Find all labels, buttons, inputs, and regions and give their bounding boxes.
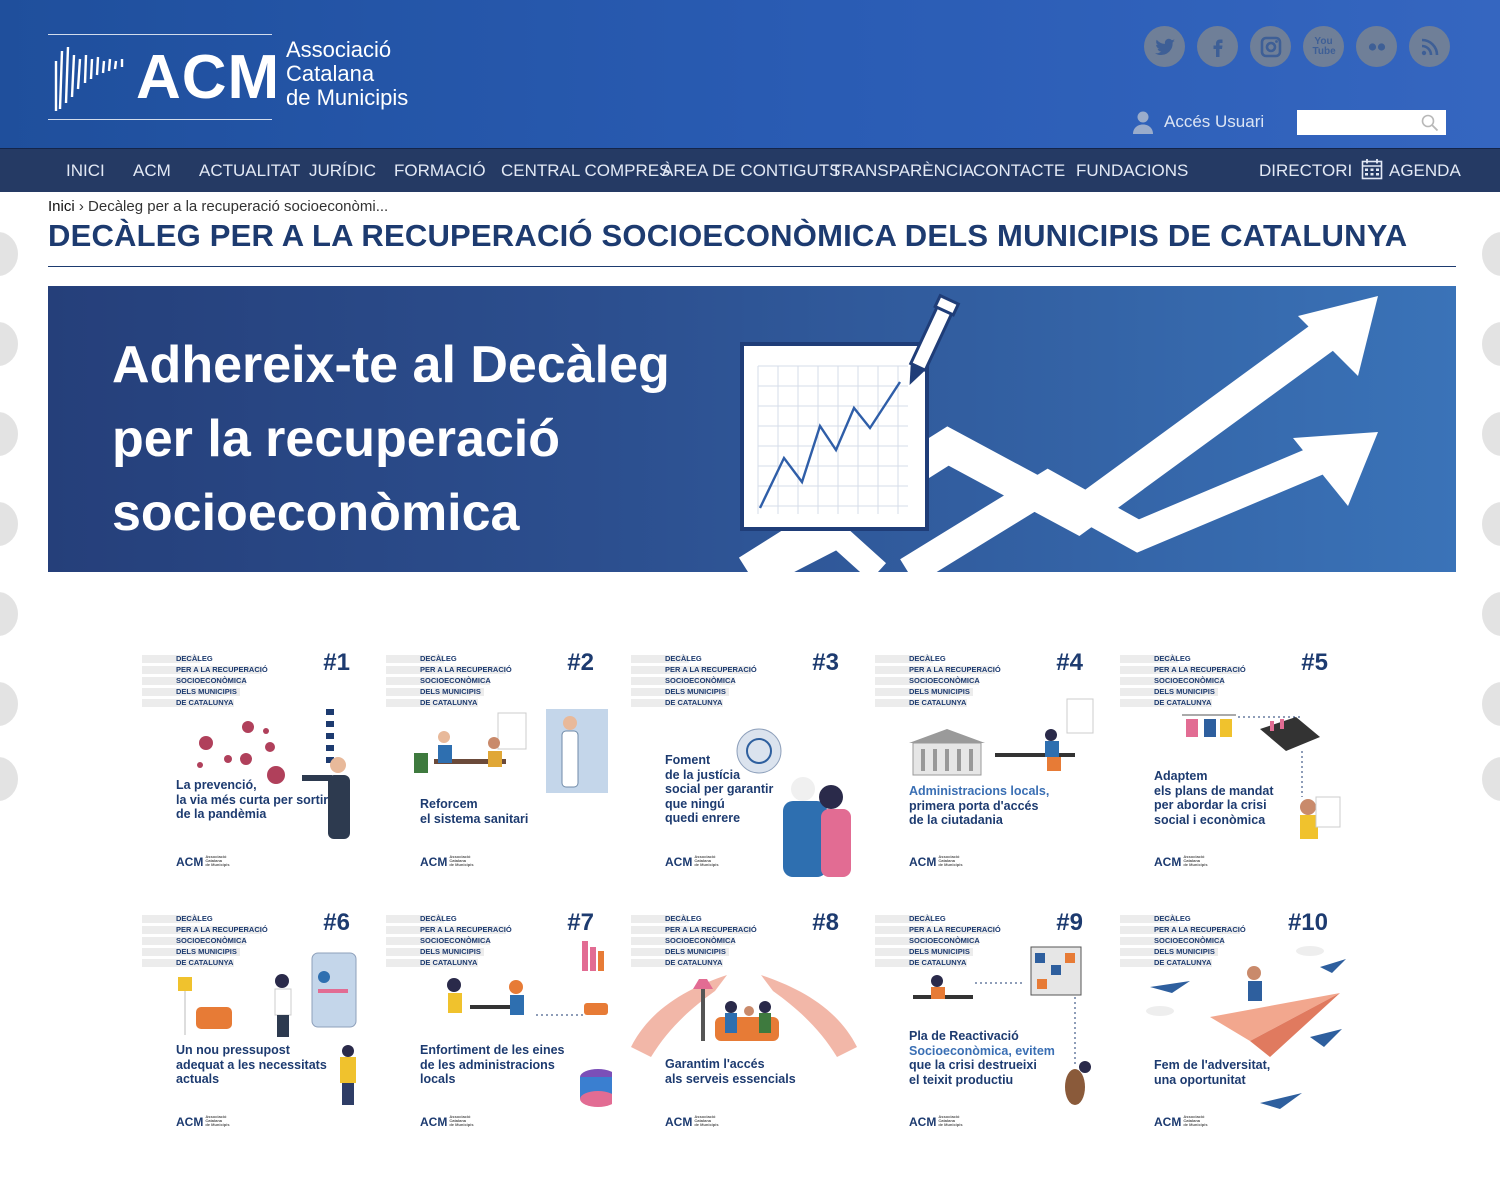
card-header-text: SOCIOECONÒMICA	[1154, 676, 1225, 685]
card-acm-logo	[909, 855, 963, 869]
card-header-text: DECÀLEG	[1154, 914, 1191, 923]
card-text: de Municipis	[938, 1122, 963, 1127]
card-text: el teixit productiu	[909, 1072, 1014, 1087]
card-text: Associació	[1183, 854, 1205, 859]
card-header-text: DECÀLEG	[176, 654, 213, 663]
health-system-illustration	[386, 647, 612, 877]
card-text: Associació	[449, 854, 471, 859]
card-header-text: SOCIOECONÒMICA	[665, 676, 736, 685]
main-content	[26, 192, 1474, 1177]
decaleg-card-2[interactable]	[386, 647, 612, 877]
nav-item-formacio[interactable]: FORMACIÓ	[394, 161, 486, 180]
card-header-text: SOCIOECONÒMICA	[909, 936, 980, 945]
card-acm-logo	[176, 855, 230, 869]
card-text: ACM	[909, 855, 937, 869]
card-text: ACM	[665, 855, 693, 869]
left-page-edge	[0, 192, 26, 1177]
card-header-text: DE CATALUNYA	[176, 698, 234, 707]
card-number: #2	[567, 649, 594, 676]
card-header-text: PER A LA RECUPERACIÓ	[176, 665, 268, 674]
card-header-text: DELS MUNICIPIS	[665, 947, 726, 956]
breadcrumb-separator: ›	[78, 198, 84, 215]
decaleg-card-5[interactable]	[1120, 647, 1346, 877]
nav-item-agenda-label: AGENDA	[1389, 161, 1461, 180]
card-text: Catalana	[938, 858, 956, 863]
card-text: Socioeconòmica, evitem	[909, 1043, 1055, 1058]
card-header-text: DE CATALUNYA	[420, 698, 478, 707]
card-header-text: DECÀLEG	[909, 654, 946, 663]
card-text: Garantim l'accés	[665, 1057, 765, 1071]
user-access-link[interactable]	[1132, 110, 1264, 134]
card-text: que ningú	[665, 796, 725, 811]
banner-line: socioeconòmica	[112, 484, 520, 542]
card-text: Foment	[665, 753, 711, 767]
card-header-text: DE CATALUNYA	[665, 698, 723, 707]
card-text: ACM	[909, 1115, 937, 1129]
card-text: ACM	[420, 855, 448, 869]
card-text: de Municipis	[1183, 862, 1208, 867]
card-acm-logo	[665, 1115, 719, 1129]
card-text: Catalana	[449, 1118, 467, 1123]
card-text	[1183, 855, 1207, 867]
hero-banner[interactable]	[48, 286, 1456, 572]
card-number: #9	[1056, 909, 1083, 936]
card-text	[694, 1115, 718, 1127]
main-navigation	[0, 148, 1500, 192]
page-title: DECÀLEG PER A LA RECUPERACIÓ SOCIOECONÒMICA DELS MUNICIPIS DE CATALUNYA	[48, 218, 1408, 253]
card-caption	[420, 797, 528, 826]
card-caption	[176, 778, 328, 822]
card-text	[694, 855, 718, 867]
card-text: Un nou pressupost	[176, 1043, 290, 1057]
card-header-text: SOCIOECONÒMICA	[176, 936, 247, 945]
social-links	[1144, 26, 1450, 67]
card-text: Fem de l'adversitat,	[1154, 1058, 1271, 1072]
card-number: #10	[1287, 909, 1328, 936]
card-header-text: DELS MUNICIPIS	[909, 947, 970, 956]
card-caption	[909, 1029, 1055, 1087]
card-text	[449, 1115, 473, 1127]
card-text: ACM	[176, 855, 204, 869]
nav-item-actualitat[interactable]: ACTUALITAT	[199, 161, 301, 180]
card-text: Catalana	[205, 1118, 223, 1123]
card-number: #7	[567, 909, 594, 936]
card-caption	[909, 784, 1049, 828]
card-acm-logo	[1154, 855, 1208, 869]
card-text: que la crisi destrueixi	[909, 1058, 1037, 1072]
card-header-text: DE CATALUNYA	[1154, 958, 1212, 967]
card-caption	[665, 1057, 796, 1086]
card-caption	[1154, 1058, 1270, 1087]
twitter-icon[interactable]	[1144, 26, 1185, 67]
card-text: Associació	[938, 1114, 960, 1119]
card-acm-logo	[420, 855, 474, 869]
banner-line: Adhereix-te al Decàleg	[112, 336, 670, 394]
card-text	[449, 855, 473, 867]
card-text	[1183, 1115, 1207, 1127]
nav-item-central-compres[interactable]: CENTRAL COMPRES	[501, 161, 671, 180]
card-acm-logo	[1154, 1115, 1208, 1129]
card-text	[205, 1115, 229, 1127]
card-number: #4	[1056, 649, 1083, 676]
town-hall-illustration	[875, 647, 1101, 877]
card-text: de Municipis	[938, 862, 963, 867]
facebook-icon[interactable]	[1197, 26, 1238, 67]
card-header-text: PER A LA RECUPERACIÓ	[1154, 665, 1246, 674]
card-header-text: DECÀLEG	[665, 654, 702, 663]
essential-services-illustration	[631, 907, 857, 1137]
nav-item-juridic[interactable]: JURÍDIC	[309, 161, 377, 180]
youtube-icon[interactable]	[1303, 26, 1344, 67]
card-header-text: PER A LA RECUPERACIÓ	[420, 925, 512, 934]
card-text: de Municipis	[694, 862, 719, 867]
card-text: una oportunitat	[1154, 1072, 1246, 1087]
card-header-text: DELS MUNICIPIS	[1154, 687, 1215, 696]
card-text: de Municipis	[449, 862, 474, 867]
card-text: de Municipis	[694, 1122, 719, 1127]
card-text: ACM	[176, 1115, 204, 1129]
card-text: Catalana	[1183, 858, 1201, 863]
card-header-text: PER A LA RECUPERACIÓ	[665, 925, 757, 934]
card-text: adequat a les necessitats	[176, 1057, 327, 1072]
card-text: Associació	[205, 1114, 227, 1119]
card-text: Catalana	[694, 858, 712, 863]
flickr-icon[interactable]	[1356, 26, 1397, 67]
card-caption	[176, 1043, 327, 1087]
card-caption	[420, 1043, 564, 1087]
card-header-text: DECÀLEG	[909, 914, 946, 923]
card-text: actuals	[176, 1072, 220, 1086]
user-icon	[1132, 110, 1154, 134]
card-text: Catalana	[938, 1118, 956, 1123]
card-text: Associació	[694, 1114, 716, 1119]
decaleg-card-6[interactable]	[142, 907, 368, 1137]
card-text	[205, 855, 229, 867]
card-header-text: PER A LA RECUPERACIÓ	[1154, 925, 1246, 934]
card-number: #5	[1301, 649, 1328, 676]
logo-frame	[48, 34, 281, 120]
card-number: #3	[812, 649, 839, 676]
card-header-text: DECÀLEG	[176, 914, 213, 923]
card-header-text: PER A LA RECUPERACIÓ	[665, 665, 757, 674]
card-text: Catalana	[694, 1118, 712, 1123]
decaleg-card-3[interactable]	[631, 647, 857, 877]
nav-item-fundacions[interactable]: FUNDACIONS	[1076, 161, 1189, 180]
card-header-text: DE CATALUNYA	[176, 958, 234, 967]
card-text: de la justícia	[665, 767, 741, 782]
right-page-edge	[1474, 192, 1500, 1177]
reactivation-plan-illustration	[875, 907, 1101, 1137]
card-text: Reforcem	[420, 797, 478, 811]
card-header-text: DELS MUNICIPIS	[176, 687, 237, 696]
card-text: Associació	[694, 854, 716, 859]
card-text: Catalana	[1183, 1118, 1201, 1123]
card-text: quedi enrere	[665, 811, 741, 825]
card-text: ACM	[665, 1115, 693, 1129]
card-header-text: DECÀLEG	[420, 654, 457, 663]
logo-acm-text: ACM	[136, 43, 281, 112]
card-header-text: DELS MUNICIPIS	[420, 947, 481, 956]
card-text: social per garantir	[665, 782, 774, 796]
card-acm-logo	[420, 1115, 474, 1129]
card-text: Administracions locals,	[909, 784, 1050, 798]
title-divider	[48, 266, 1456, 267]
budget-illustration	[142, 907, 368, 1137]
logo-name-line: Associació	[286, 37, 392, 62]
card-text: de Municipis	[205, 862, 230, 867]
card-text: La prevenció,	[176, 778, 257, 792]
nav-item-acm[interactable]: ACM	[133, 161, 171, 180]
card-header-text: SOCIOECONÒMICA	[420, 936, 491, 945]
virus-prevention-illustration	[142, 647, 368, 877]
card-number: #1	[323, 649, 350, 676]
nav-item-contacte[interactable]: CONTACTE	[973, 161, 1066, 180]
card-text: als serveis essencials	[665, 1071, 796, 1086]
calendar-icon	[1361, 158, 1383, 180]
card-header-text: DE CATALUNYA	[909, 698, 967, 707]
nav-item-transparencia[interactable]: TRANSPARÈNCIA	[831, 161, 975, 180]
card-text: Associació	[449, 1114, 471, 1119]
card-text: Associació	[1183, 1114, 1205, 1119]
card-header-text: DE CATALUNYA	[420, 958, 478, 967]
card-text: ACM	[1154, 855, 1182, 869]
card-header-text: DECÀLEG	[420, 914, 457, 923]
decaleg-card-7[interactable]	[386, 907, 612, 1137]
card-header-text: PER A LA RECUPERACIÓ	[176, 925, 268, 934]
nav-item-directori[interactable]: DIRECTORI	[1259, 161, 1353, 180]
card-acm-logo	[176, 1115, 230, 1129]
card-header-text: DECÀLEG	[1154, 654, 1191, 663]
decaleg-card-4[interactable]	[875, 647, 1101, 877]
instagram-icon[interactable]	[1250, 26, 1291, 67]
card-acm-logo	[909, 1115, 963, 1129]
card-text: de la pandèmia	[176, 807, 267, 821]
card-text: els plans de mandat	[1154, 783, 1274, 798]
card-header-text: SOCIOECONÒMICA	[909, 676, 980, 685]
card-text: Pla de Reactivació	[909, 1029, 1019, 1043]
card-text: primera porta d'accés	[909, 798, 1039, 813]
local-tools-illustration	[386, 907, 612, 1137]
card-text: de Municipis	[449, 1122, 474, 1127]
mandate-plans-illustration	[1120, 647, 1346, 877]
decaleg-card-9[interactable]	[875, 907, 1101, 1137]
decaleg-card-8[interactable]	[631, 907, 857, 1137]
card-text: de la ciutadania	[909, 813, 1003, 827]
acm-logo[interactable]	[48, 34, 428, 122]
card-header-text: DELS MUNICIPIS	[176, 947, 237, 956]
card-header-text: SOCIOECONÒMICA	[665, 936, 736, 945]
card-text: de les administracions	[420, 1057, 555, 1072]
card-header-text: DE CATALUNYA	[665, 958, 723, 967]
banner-line: per la recuperació	[112, 410, 560, 468]
card-header-text: PER A LA RECUPERACIÓ	[420, 665, 512, 674]
card-header-text: DELS MUNICIPIS	[420, 687, 481, 696]
card-text	[938, 855, 962, 867]
card-text: Associació	[938, 854, 960, 859]
card-text: per abordar la crisi	[1154, 798, 1267, 812]
banner-headline	[112, 328, 670, 550]
decaleg-card-1[interactable]	[142, 647, 368, 877]
logo-name-line: de Municipis	[286, 85, 409, 110]
card-text: Enfortiment de les eines	[420, 1043, 565, 1057]
search-icon[interactable]	[1421, 114, 1439, 132]
card-text: el sistema sanitari	[420, 811, 529, 826]
youtube-label: You Tube	[1312, 35, 1336, 57]
nav-item-area-contiguts[interactable]: ÀREA DE CONTIGUTS	[662, 161, 841, 180]
card-text: social i econòmica	[1154, 812, 1266, 827]
breadcrumb-home-link[interactable]: Inici	[48, 198, 75, 215]
breadcrumb-current: Decàleg per a la recuperació socioeconòmi...	[88, 198, 389, 215]
card-text: de Municipis	[1183, 1122, 1208, 1127]
card-header-text: DELS MUNICIPIS	[909, 687, 970, 696]
card-text: de Municipis	[205, 1122, 230, 1127]
logo-name-line: Catalana	[286, 61, 375, 86]
card-text: ACM	[1154, 1115, 1182, 1129]
card-number: #8	[812, 909, 839, 936]
user-access-label: Accés Usuari	[1164, 112, 1265, 131]
breadcrumb	[48, 198, 388, 215]
card-number: #6	[323, 909, 350, 936]
card-caption	[1154, 769, 1273, 827]
card-header-text: SOCIOECONÒMICA	[1154, 936, 1225, 945]
card-header-text: DE CATALUNYA	[1154, 698, 1212, 707]
logo-name	[286, 38, 408, 110]
rss-icon[interactable]	[1409, 26, 1450, 67]
card-text: ACM	[420, 1115, 448, 1129]
card-caption	[665, 753, 773, 826]
card-header-text: PER A LA RECUPERACIÓ	[909, 665, 1001, 674]
card-text: Associació	[205, 854, 227, 859]
nav-item-inici[interactable]: INICI	[66, 161, 105, 180]
card-header-text: DELS MUNICIPIS	[1154, 947, 1215, 956]
card-text: Adaptem	[1154, 769, 1208, 783]
site-header	[0, 0, 1500, 148]
card-header-text: PER A LA RECUPERACIÓ	[909, 925, 1001, 934]
card-header-text: DECÀLEG	[665, 914, 702, 923]
paper-plane-illustration	[1120, 907, 1346, 1137]
logo-bars-icon	[52, 43, 126, 113]
card-text: Catalana	[449, 858, 467, 863]
nav-item-agenda[interactable]	[1361, 149, 1461, 193]
card-acm-logo	[665, 855, 719, 869]
decaleg-card-10[interactable]	[1120, 907, 1346, 1137]
card-text: la via més curta per sortir	[176, 792, 329, 807]
card-header-text: DELS MUNICIPIS	[665, 687, 726, 696]
card-header-text: SOCIOECONÒMICA	[420, 676, 491, 685]
card-header-text: SOCIOECONÒMICA	[176, 676, 247, 685]
card-text: Catalana	[205, 858, 223, 863]
card-text: locals	[420, 1072, 456, 1086]
card-header-text: DE CATALUNYA	[909, 958, 967, 967]
card-text	[938, 1115, 962, 1127]
